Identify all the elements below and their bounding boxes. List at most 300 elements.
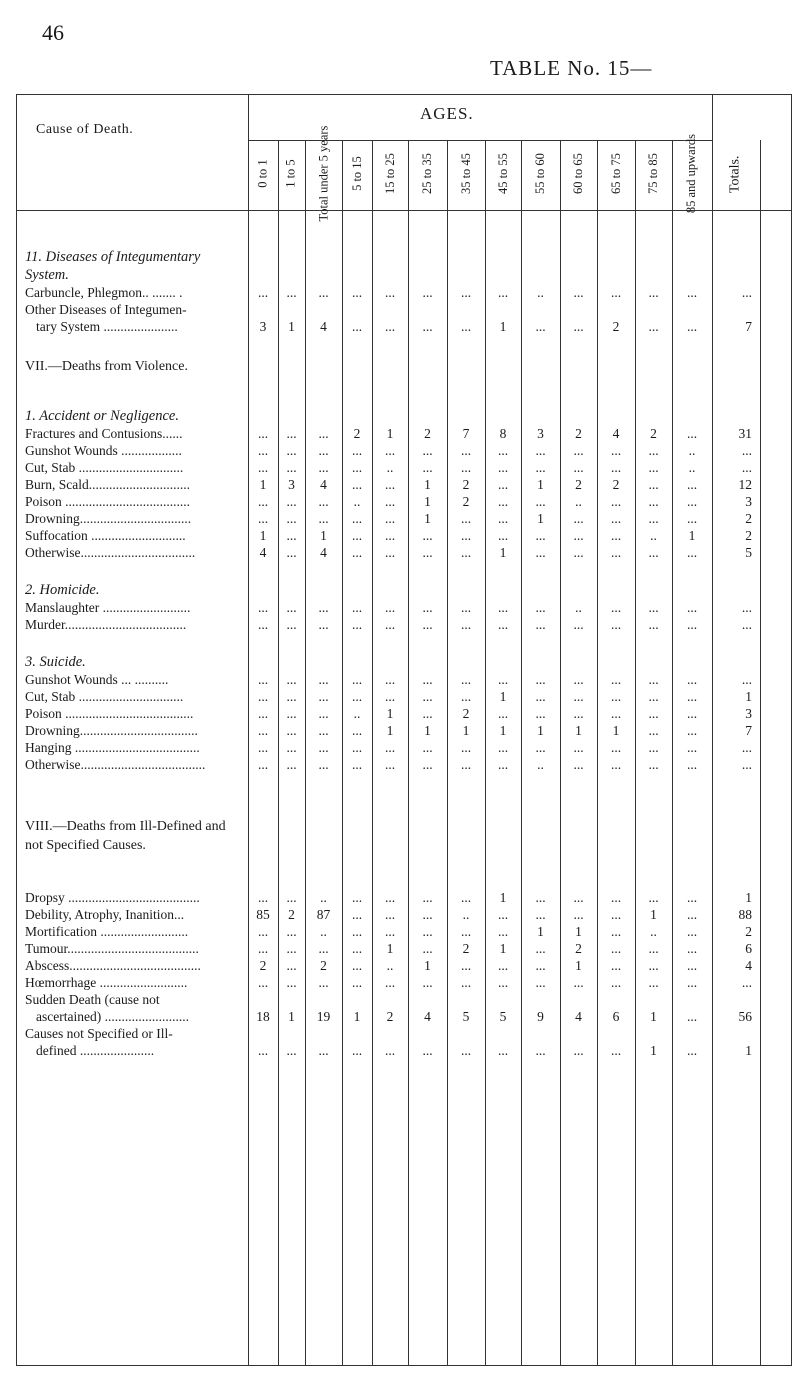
age-cell: ... <box>610 1043 622 1058</box>
age-cell: 1 <box>288 1009 295 1024</box>
age-cell: .. <box>537 285 544 300</box>
row-label: Dropsy ....................................... <box>25 890 200 905</box>
age-cell: ... <box>573 1043 584 1058</box>
age-cell: 2 <box>462 941 470 956</box>
table-row <box>0 284 800 301</box>
age-cell: ... <box>257 426 269 441</box>
age-cell: ... <box>686 958 698 973</box>
age-cell: ... <box>286 757 297 772</box>
age-cell: 4 <box>424 1009 431 1024</box>
row-label: Otherwise..................................... <box>25 757 206 772</box>
age-cell: 2 <box>575 941 582 956</box>
total-cell: ... <box>741 600 752 615</box>
total-cell: 4 <box>745 958 752 973</box>
age-cell: ... <box>497 460 509 475</box>
age-cell: ... <box>686 740 698 755</box>
age-cell: ... <box>286 941 297 956</box>
table-row <box>0 599 800 616</box>
age-cell: ... <box>497 740 509 755</box>
table-row <box>0 957 800 974</box>
age-cell: ... <box>422 907 433 922</box>
age-cell: ... <box>318 443 329 458</box>
age-cell: ... <box>318 706 329 721</box>
row-label: Otherwise.................................. <box>25 545 196 560</box>
age-cell: ... <box>497 672 509 687</box>
age-cell: ... <box>318 975 329 990</box>
age-cell: ... <box>610 600 622 615</box>
table-row <box>0 459 800 476</box>
age-cell: 18 <box>256 1009 270 1024</box>
age-cell: ... <box>286 890 297 905</box>
age-cell: ... <box>351 890 363 905</box>
table-row <box>0 906 800 923</box>
age-cell: ... <box>422 319 433 334</box>
age-cell: ... <box>422 890 433 905</box>
age-cell: ... <box>351 319 363 334</box>
age-cell: ... <box>535 319 546 334</box>
age-cell: 1 <box>353 1009 361 1024</box>
total-cell: ... <box>741 285 752 300</box>
age-cell: ... <box>422 941 433 956</box>
age-cell: ... <box>535 890 546 905</box>
age-cell: ... <box>648 617 659 632</box>
age-cell: 4 <box>612 426 620 441</box>
age-cell: ... <box>286 617 297 632</box>
table-row <box>0 739 800 756</box>
age-cell: ... <box>384 528 396 543</box>
total-cell: 5 <box>745 545 752 560</box>
age-cell: ... <box>286 285 297 300</box>
age-cell: ... <box>573 890 584 905</box>
age-cell: ... <box>610 706 622 721</box>
age-cell: ... <box>648 443 659 458</box>
age-cell: ... <box>286 740 297 755</box>
age-cell: 1 <box>537 723 544 738</box>
subsection-heading: 2. Homicide. <box>25 582 100 598</box>
age-cell: ... <box>351 689 363 704</box>
age-cell: ... <box>573 285 584 300</box>
age-cell: ... <box>257 511 269 526</box>
age-cell: ... <box>610 545 622 560</box>
age-cell: ... <box>384 740 396 755</box>
age-cell: 4 <box>320 477 327 492</box>
age-cell: ... <box>286 706 297 721</box>
table-row <box>0 705 800 722</box>
age-cell: 2 <box>259 958 267 973</box>
subsection-heading: 11. Diseases of Integumentary System. <box>25 249 201 283</box>
age-cell: ... <box>422 1043 433 1058</box>
row-label: Sudden Death (cause not <box>25 992 160 1007</box>
age-cell: ... <box>648 477 659 492</box>
age-cell: ... <box>460 924 472 939</box>
age-cell: ... <box>351 757 363 772</box>
age-cell: ... <box>460 511 472 526</box>
age-cell: ... <box>460 890 472 905</box>
age-cell: ... <box>573 706 584 721</box>
age-cell: 2 <box>462 477 470 492</box>
age-cell: 5 <box>499 1009 507 1024</box>
age-cell: ... <box>610 907 622 922</box>
age-cell: ... <box>686 319 698 334</box>
age-cell: ... <box>686 477 698 492</box>
age-cell: ... <box>384 1043 396 1058</box>
row-label: Cut, Stab ............................... <box>25 460 184 475</box>
age-cell: ... <box>422 528 433 543</box>
age-cell: ... <box>610 528 622 543</box>
age-cell: 4 <box>320 545 327 560</box>
age-cell: ... <box>497 1043 509 1058</box>
row-label: Gunshot Wounds .................. <box>25 443 182 458</box>
age-cell: 2 <box>353 426 361 441</box>
age-cell: ... <box>648 319 659 334</box>
age-cell: ... <box>610 689 622 704</box>
age-cell: ... <box>497 924 509 939</box>
table-row <box>0 889 800 906</box>
age-cell: ... <box>610 494 622 509</box>
age-cell: ... <box>351 460 363 475</box>
age-cell: ... <box>422 285 433 300</box>
age-cell: ... <box>257 285 269 300</box>
age-cell: ... <box>318 285 329 300</box>
age-cell: ... <box>648 545 659 560</box>
age-cell: 5 <box>462 1009 470 1024</box>
age-cell: ... <box>610 757 622 772</box>
age-cell: ... <box>497 443 509 458</box>
age-cell: ... <box>686 494 698 509</box>
age-cell: 1 <box>288 319 295 334</box>
age-cell: ... <box>286 426 297 441</box>
age-cell: .. <box>462 907 470 922</box>
age-cell: 2 <box>650 426 657 441</box>
age-cell: ... <box>648 494 659 509</box>
age-cell: ... <box>286 689 297 704</box>
age-cell: ... <box>286 545 297 560</box>
age-cell: 1 <box>424 477 431 492</box>
age-cell: ... <box>351 941 363 956</box>
age-cell: ... <box>573 545 584 560</box>
column-heading <box>278 142 305 206</box>
age-cell: ... <box>573 617 584 632</box>
total-cell: 1 <box>745 1043 752 1058</box>
age-cell: ... <box>318 426 329 441</box>
age-cell: 1 <box>386 941 394 956</box>
age-cell: ... <box>257 460 269 475</box>
subsection-heading: 1. Accident or Negligence. <box>25 408 179 424</box>
age-cell: ... <box>318 740 329 755</box>
total-cell: ... <box>741 460 752 475</box>
age-cell: ... <box>573 443 584 458</box>
row-label: Poison ...................................... <box>25 706 194 721</box>
age-cell: ... <box>686 511 698 526</box>
age-cell: 1 <box>499 723 507 738</box>
column-heading <box>672 134 712 214</box>
table-row <box>0 923 800 940</box>
table-row <box>0 688 800 705</box>
age-cell: ... <box>497 907 509 922</box>
table-row <box>0 1025 800 1042</box>
age-cell: ... <box>286 528 297 543</box>
age-cell: ... <box>384 617 396 632</box>
age-cell: ... <box>257 975 269 990</box>
total-cell: ... <box>741 443 752 458</box>
age-cell: 1 <box>650 1043 657 1058</box>
age-cell: 1 <box>424 958 431 973</box>
age-cell: ... <box>384 757 396 772</box>
column-heading-text: 5 to 15 <box>349 156 364 192</box>
age-cell: ... <box>610 740 622 755</box>
age-cell: ... <box>286 494 297 509</box>
age-cell: ... <box>610 617 622 632</box>
age-cell: ... <box>686 600 698 615</box>
age-cell: ... <box>648 941 659 956</box>
total-cell: 2 <box>745 924 752 939</box>
column-heading <box>712 142 760 206</box>
age-cell: ... <box>686 757 698 772</box>
row-label: Poison ..................................... <box>25 494 191 509</box>
age-cell: ... <box>318 672 329 687</box>
age-cell: ... <box>460 545 472 560</box>
age-cell: ... <box>318 600 329 615</box>
age-cell: ... <box>460 975 472 990</box>
age-cell: 1 <box>499 545 507 560</box>
age-cell: ... <box>351 477 363 492</box>
age-cell: ... <box>460 958 472 973</box>
column-heading-text: 60 to 65 <box>570 153 585 195</box>
age-cell: ... <box>257 494 269 509</box>
age-cell: ... <box>318 689 329 704</box>
row-label: Carbuncle, Phlegmon.. ....... . <box>25 285 183 300</box>
age-cell: .. <box>353 706 361 721</box>
age-cell: .. <box>688 460 696 475</box>
age-cell: ... <box>286 460 297 475</box>
age-cell: 19 <box>316 1009 331 1024</box>
column-heading <box>408 142 447 206</box>
row-label: Hanging ..................................... <box>25 740 200 755</box>
total-cell: ... <box>741 672 752 687</box>
age-cell: .. <box>386 460 394 475</box>
table-row <box>0 425 800 442</box>
page-number: 46 <box>42 20 64 45</box>
age-cell: ... <box>648 689 659 704</box>
column-heading-text: 85 and upwards <box>684 134 699 214</box>
age-cell: ... <box>422 545 433 560</box>
age-cell: ... <box>351 740 363 755</box>
age-cell: ... <box>535 975 546 990</box>
row-label: Suffocation ............................ <box>25 528 186 543</box>
age-cell: ... <box>610 460 622 475</box>
age-cell: 1 <box>575 723 582 738</box>
age-cell: ... <box>573 757 584 772</box>
age-cell: ... <box>460 740 472 755</box>
row-label: tary System ...................... <box>36 319 178 334</box>
section-heading: VIII.—Deaths from Ill-Defined and not Specified Causes. <box>25 819 226 853</box>
age-cell: ... <box>497 528 509 543</box>
age-cell: ... <box>686 285 698 300</box>
age-cell: ... <box>384 477 396 492</box>
age-cell: ... <box>686 1043 698 1058</box>
age-cell: ... <box>460 319 472 334</box>
age-cell: ... <box>610 443 622 458</box>
age-cell: ... <box>648 723 659 738</box>
age-cell: ... <box>535 706 546 721</box>
age-cell: ... <box>351 924 363 939</box>
total-cell: ... <box>741 757 752 772</box>
age-cell: .. <box>320 924 327 939</box>
age-cell: ... <box>497 706 509 721</box>
age-cell: ... <box>286 511 297 526</box>
age-cell: ... <box>648 285 659 300</box>
age-cell: ... <box>257 443 269 458</box>
age-cell: ... <box>686 1009 698 1024</box>
age-cell: ... <box>422 600 433 615</box>
age-cell: ... <box>384 600 396 615</box>
row-label: Murder.................................... <box>25 617 187 632</box>
age-cell: ... <box>648 460 659 475</box>
age-cell: ... <box>497 285 509 300</box>
age-cell: .. <box>537 757 544 772</box>
age-cell: ... <box>573 689 584 704</box>
age-cell: ... <box>286 1043 297 1058</box>
age-cell: 1 <box>499 319 507 334</box>
age-cell: 1 <box>386 426 394 441</box>
age-cell: ... <box>460 689 472 704</box>
age-cell: 1 <box>424 494 431 509</box>
age-cell: ... <box>460 617 472 632</box>
age-cell: 1 <box>462 723 470 738</box>
column-heading-text: 35 to 45 <box>458 153 473 195</box>
age-cell: ... <box>573 460 584 475</box>
age-cell: 1 <box>688 528 696 543</box>
age-cell: ... <box>686 907 698 922</box>
age-cell: 1 <box>537 511 544 526</box>
age-cell: ... <box>497 477 509 492</box>
age-cell: ... <box>535 460 546 475</box>
row-label: defined ...................... <box>36 1043 155 1058</box>
age-cell: ... <box>318 757 329 772</box>
age-cell: 1 <box>424 511 431 526</box>
age-cell: ... <box>497 511 509 526</box>
age-cell: ... <box>648 890 659 905</box>
age-cell: 2 <box>612 477 620 492</box>
age-cell: ... <box>257 941 269 956</box>
section-heading: VII.—Deaths from Violence. <box>25 359 188 374</box>
age-cell: ... <box>573 528 584 543</box>
column-heading <box>248 142 278 206</box>
age-cell: ... <box>573 319 584 334</box>
age-cell: 1 <box>320 528 327 543</box>
age-cell: ... <box>257 1043 269 1058</box>
table-row <box>0 722 800 739</box>
age-cell: 87 <box>316 907 331 922</box>
age-cell: ... <box>535 443 546 458</box>
age-cell: ... <box>257 600 269 615</box>
ages-heading: AGES. <box>420 104 474 123</box>
age-cell: ... <box>351 528 363 543</box>
age-cell: ... <box>384 545 396 560</box>
row-label: Fractures and Contusions...... <box>25 426 183 441</box>
row-label: Mortification .......................... <box>25 924 189 939</box>
age-cell: 4 <box>320 319 327 334</box>
age-cell: ... <box>535 740 546 755</box>
age-cell: ... <box>535 1043 546 1058</box>
column-heading <box>597 142 635 206</box>
age-cell: ... <box>384 319 396 334</box>
column-heading-text: 65 to 75 <box>608 153 623 195</box>
age-cell: ... <box>286 975 297 990</box>
column-heading-text: Total under 5 years <box>315 126 330 222</box>
age-cell: ... <box>460 757 472 772</box>
age-cell: ... <box>422 757 433 772</box>
age-cell: ... <box>573 907 584 922</box>
age-cell: 2 <box>575 426 582 441</box>
age-cell: ... <box>422 672 433 687</box>
age-cell: ... <box>351 600 363 615</box>
age-cell: ... <box>535 494 546 509</box>
age-cell: 1 <box>499 689 507 704</box>
age-cell: ... <box>422 617 433 632</box>
age-cell: 1 <box>386 706 394 721</box>
age-cell: ... <box>573 511 584 526</box>
total-cell: 6 <box>745 941 752 956</box>
table-row <box>0 493 800 510</box>
age-cell: ... <box>686 723 698 738</box>
total-cell: ... <box>741 975 752 990</box>
age-cell: ... <box>384 924 396 939</box>
age-cell: ... <box>535 617 546 632</box>
age-cell: 1 <box>499 941 507 956</box>
age-cell: ... <box>286 958 297 973</box>
column-heading <box>485 142 521 206</box>
table-row <box>0 940 800 957</box>
age-cell: 1 <box>537 924 544 939</box>
row-label: Hœmorrhage .......................... <box>25 975 188 990</box>
age-cell: ... <box>535 528 546 543</box>
age-cell: ... <box>686 941 698 956</box>
age-cell: ... <box>460 600 472 615</box>
age-cell: .. <box>650 528 657 543</box>
age-cell: ... <box>686 924 698 939</box>
age-cell: ... <box>257 617 269 632</box>
table-row <box>0 318 800 335</box>
table-row <box>0 616 800 633</box>
column-heading <box>342 142 372 206</box>
table-row <box>0 476 800 493</box>
column-heading-text: 55 to 60 <box>532 153 547 195</box>
age-cell: 1 <box>537 477 544 492</box>
age-cell: ... <box>610 924 622 939</box>
table-row <box>0 671 800 688</box>
row-label: Other Diseases of Integumen- <box>25 302 187 317</box>
total-cell: ... <box>741 740 752 755</box>
table-row <box>0 991 800 1008</box>
age-cell: ... <box>257 689 269 704</box>
table-row <box>0 756 800 773</box>
age-cell: ... <box>351 975 363 990</box>
age-cell: 1 <box>650 907 657 922</box>
column-heading-text: 15 to 25 <box>382 153 397 195</box>
age-cell: ... <box>497 494 509 509</box>
age-cell: ... <box>422 460 433 475</box>
age-cell: ... <box>686 975 698 990</box>
table-row <box>0 1008 800 1025</box>
age-cell: ... <box>460 460 472 475</box>
age-cell: ... <box>257 706 269 721</box>
age-cell: ... <box>535 907 546 922</box>
total-cell: 2 <box>745 528 752 543</box>
age-cell: ... <box>610 958 622 973</box>
age-cell: 3 <box>288 477 295 492</box>
column-heading-text: 45 to 55 <box>495 153 510 195</box>
